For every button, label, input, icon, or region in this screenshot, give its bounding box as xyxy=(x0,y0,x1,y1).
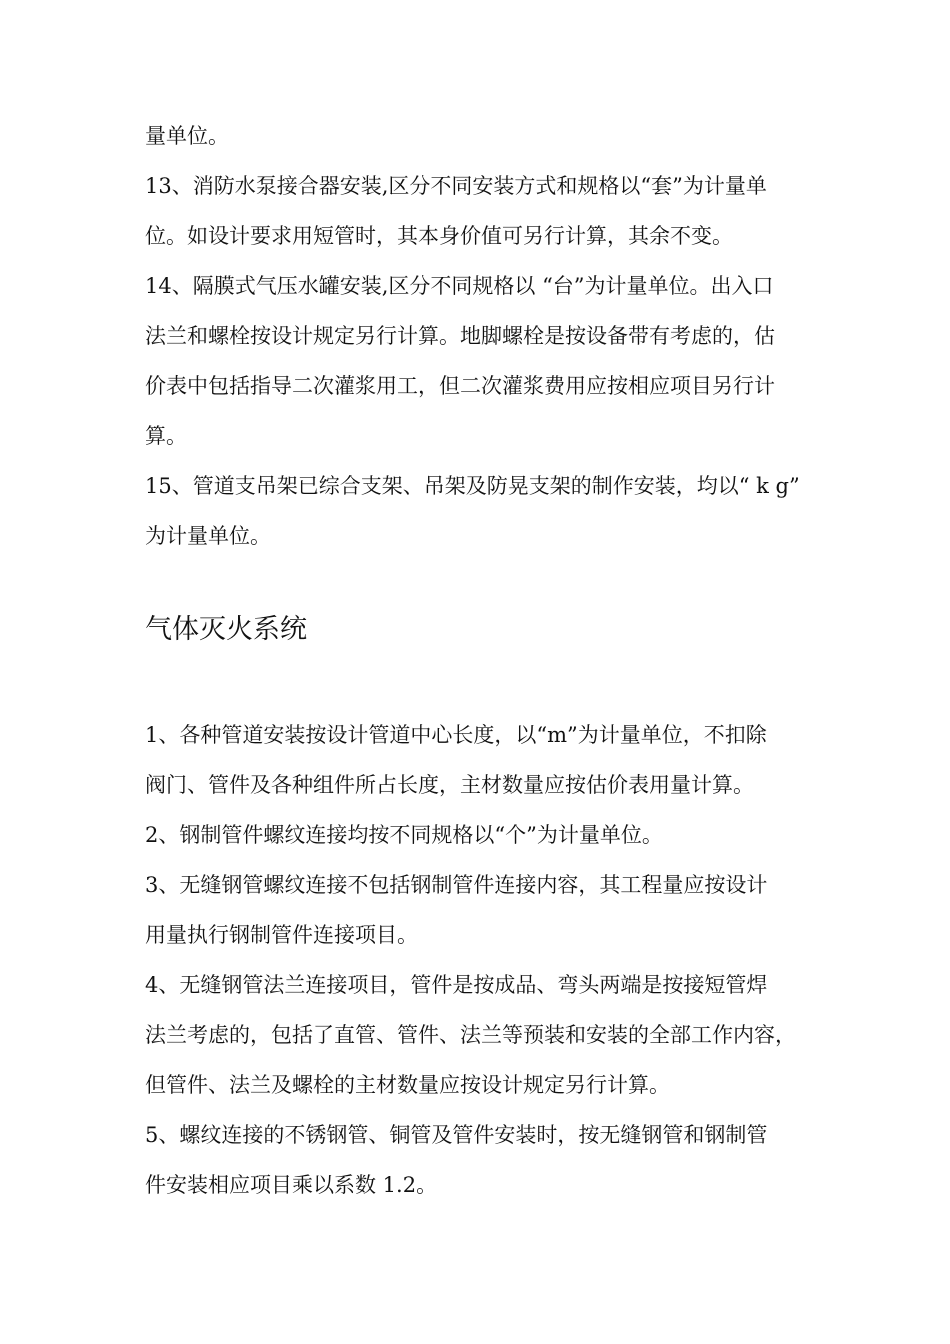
text-line: 15、管道支吊架已综合支架、吊架及防晃支架的制作安装，均以“ k g” xyxy=(145,474,800,498)
text-line: 法兰和螺栓按设计规定另行计算。地脚螺栓是按设备带有考虑的，估 xyxy=(145,324,775,348)
section-heading: 气体灭火系统 xyxy=(145,614,307,645)
text-line: 为计量单位。 xyxy=(145,524,271,548)
text-line: 14、隔膜式气压水罐安装,区分不同规格以 “台”为计量单位。出入口 xyxy=(145,274,774,298)
text-line: 价表中包括指导二次灌浆用工，但二次灌浆费用应按相应项目另行计 xyxy=(145,374,775,398)
text-line: 13、消防水泵接合器安装,区分不同安装方式和规格以“套”为计量单 xyxy=(145,174,767,198)
text-line: 件安装相应项目乘以系数 1.2。 xyxy=(145,1173,438,1197)
text-line: 4、无缝钢管法兰连接项目，管件是按成品、弯头两端是按接短管焊 xyxy=(145,973,768,997)
text-line: 3、无缝钢管螺纹连接不包括钢制管件连接内容，其工程量应按设计 xyxy=(145,873,768,897)
text-line: 位。如设计要求用短管时，其本身价值可另行计算，其余不变。 xyxy=(145,224,733,248)
text-line: 2、钢制管件螺纹连接均按不同规格以“个”为计量单位。 xyxy=(145,823,663,847)
text-line: 1、各种管道安装按设计管道中心长度，以“m”为计量单位，不扣除 xyxy=(145,723,767,747)
text-line: 用量执行钢制管件连接项目。 xyxy=(145,923,418,947)
text-line: 法兰考虑的，包括了直管、管件、法兰等预装和安装的全部工作内容， xyxy=(145,1023,796,1047)
text-line: 算。 xyxy=(145,424,187,448)
text-line: 量单位。 xyxy=(145,124,229,148)
text-line: 5、螺纹连接的不锈钢管、铜管及管件安装时，按无缝钢管和钢制管 xyxy=(145,1123,768,1147)
text-line: 但管件、法兰及螺栓的主材数量应按设计规定另行计算。 xyxy=(145,1073,670,1097)
text-line: 阀门、管件及各种组件所占长度，主材数量应按估价表用量计算。 xyxy=(145,773,754,797)
